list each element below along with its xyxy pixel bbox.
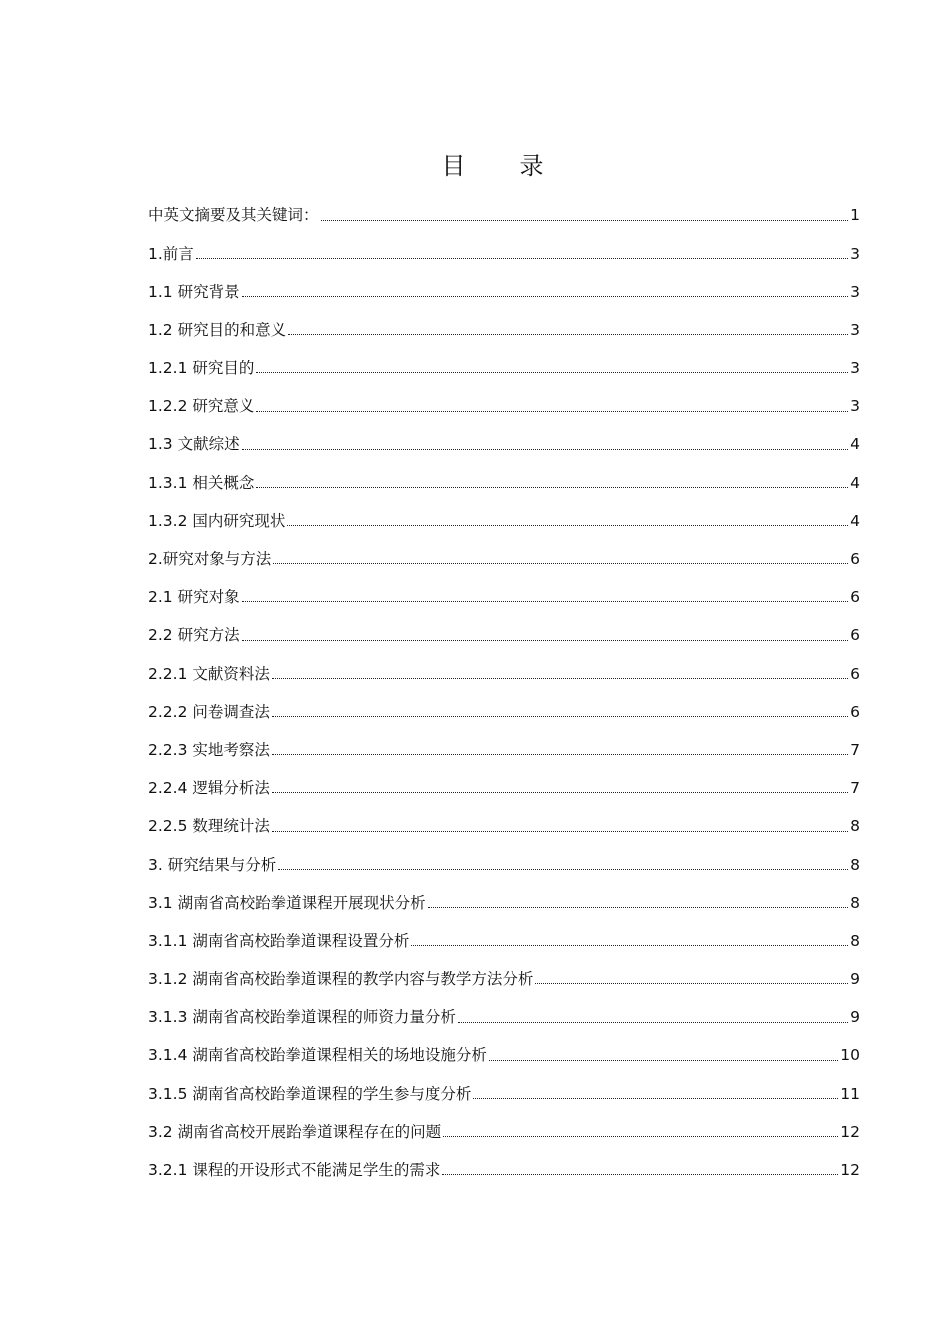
toc-entry-page-number: 10: [840, 1046, 860, 1065]
toc-entry[interactable]: [148, 1114, 860, 1152]
toc-entry[interactable]: [148, 884, 860, 922]
toc-entry[interactable]: [148, 923, 860, 961]
toc-entry-label: 2.2 研究方法: [148, 626, 240, 645]
toc-entry-label: 1.3.1 相关概念: [148, 473, 255, 492]
toc-entry-label: 1.2 研究目的和意义: [148, 320, 287, 339]
dot-leader: [273, 563, 848, 564]
toc-entry[interactable]: [148, 426, 860, 464]
dot-leader: [442, 1174, 838, 1175]
toc-entry-label: 1.2.1 研究目的: [148, 359, 255, 378]
dot-leader: [256, 411, 848, 412]
toc-entry-label: 1.3 文献综述: [148, 435, 240, 454]
toc-entry-page-number: 6: [850, 626, 860, 645]
toc-entry-page-number: 11: [840, 1084, 860, 1103]
toc-entry-label: 3.1.2 湖南省高校跆拳道课程的教学内容与教学方法分析: [148, 970, 534, 989]
toc-entry-page-number: 8: [850, 855, 860, 874]
dot-leader: [242, 640, 849, 641]
toc-entry-page-number: 7: [850, 740, 860, 759]
toc-entry[interactable]: [148, 808, 860, 846]
page-title-char-1: 目: [441, 152, 466, 180]
toc-entry-page-number: 3: [850, 359, 860, 378]
dot-leader: [288, 334, 848, 335]
toc-entry[interactable]: [148, 388, 860, 426]
toc-entry[interactable]: [148, 464, 860, 502]
dot-leader: [443, 1136, 838, 1137]
toc-entry-page-number: 9: [850, 1008, 860, 1027]
toc-entry[interactable]: [148, 197, 860, 235]
toc-entry[interactable]: [148, 617, 860, 655]
dot-leader: [458, 1022, 848, 1023]
toc-entry-page-number: 6: [850, 550, 860, 569]
table-of-contents: [148, 197, 860, 1190]
toc-entry-page-number: 12: [840, 1122, 860, 1141]
toc-entry[interactable]: [148, 732, 860, 770]
dot-leader: [256, 372, 848, 373]
toc-entry-label: 2.2.4 逻辑分析法: [148, 779, 270, 798]
toc-entry-label: 2.2.1 文献资料法: [148, 664, 270, 683]
toc-entry[interactable]: [148, 1037, 860, 1075]
dot-leader: [242, 449, 849, 450]
dot-leader: [321, 220, 849, 221]
dot-leader: [489, 1060, 838, 1061]
dot-leader: [242, 296, 849, 297]
toc-entry-page-number: 8: [850, 893, 860, 912]
toc-entry[interactable]: [148, 1075, 860, 1113]
dot-leader: [272, 716, 848, 717]
dot-leader: [242, 601, 849, 602]
toc-entry-page-number: 8: [850, 931, 860, 950]
toc-entry[interactable]: [148, 999, 860, 1037]
toc-entry[interactable]: [148, 579, 860, 617]
dot-leader: [428, 907, 849, 908]
toc-entry-label: 2.2.2 问卷调查法: [148, 702, 270, 721]
toc-entry-page-number: 4: [850, 473, 860, 492]
toc-entry-page-number: 12: [840, 1161, 860, 1180]
toc-entry-label: 3.2 湖南省高校开展跆拳道课程存在的问题: [148, 1122, 442, 1141]
page-title-char-2: 录: [519, 152, 544, 180]
toc-entry-label: 中英文摘要及其关键词：: [148, 206, 319, 225]
toc-entry-label: 3.1.3 湖南省高校跆拳道课程的师资力量分析: [148, 1008, 456, 1027]
toc-entry[interactable]: [148, 1152, 860, 1190]
toc-entry-label: 2.2.3 实地考察法: [148, 740, 270, 759]
dot-leader: [278, 869, 848, 870]
toc-entry[interactable]: [148, 961, 860, 999]
toc-entry-label: 2.研究对象与方法: [148, 550, 272, 569]
toc-entry[interactable]: [148, 235, 860, 273]
toc-entry-label: 3.1 湖南省高校跆拳道课程开展现状分析: [148, 893, 426, 912]
toc-entry-label: 1.3.2 国内研究现状: [148, 511, 286, 530]
toc-entry[interactable]: [148, 655, 860, 693]
toc-entry-label: 3.2.1 课程的开设形式不能满足学生的需求: [148, 1161, 441, 1180]
toc-entry-label: 1.1 研究背景: [148, 282, 240, 301]
toc-entry-label: 3.1.5 湖南省高校跆拳道课程的学生参与度分析: [148, 1084, 472, 1103]
toc-entry-page-number: 1: [850, 206, 860, 225]
toc-entry[interactable]: [148, 350, 860, 388]
toc-entry-page-number: 4: [850, 435, 860, 454]
dot-leader: [272, 831, 848, 832]
dot-leader: [272, 792, 848, 793]
toc-entry[interactable]: [148, 541, 860, 579]
toc-entry-label: 3.1.4 湖南省高校跆拳道课程相关的场地设施分析: [148, 1046, 487, 1065]
dot-leader: [196, 258, 848, 259]
toc-entry[interactable]: [148, 693, 860, 731]
toc-entry-page-number: 6: [850, 664, 860, 683]
dot-leader: [287, 525, 848, 526]
toc-entry-page-number: 3: [850, 320, 860, 339]
toc-entry-page-number: 4: [850, 511, 860, 530]
toc-entry-page-number: 6: [850, 702, 860, 721]
toc-entry[interactable]: [148, 312, 860, 350]
dot-leader: [272, 678, 848, 679]
toc-entry-label: 1.2.2 研究意义: [148, 397, 255, 416]
toc-entry[interactable]: [148, 273, 860, 311]
toc-entry-label: 2.2.5 数理统计法: [148, 817, 270, 836]
toc-entry[interactable]: [148, 846, 860, 884]
toc-entry-page-number: 3: [850, 244, 860, 263]
dot-leader: [535, 983, 848, 984]
dot-leader: [256, 487, 848, 488]
toc-entry-page-number: 3: [850, 397, 860, 416]
toc-entry-label: 3. 研究结果与分析: [148, 855, 277, 874]
toc-entry[interactable]: [148, 503, 860, 541]
toc-entry-page-number: 6: [850, 588, 860, 607]
toc-entry-label: 2.1 研究对象: [148, 588, 240, 607]
dot-leader: [473, 1098, 838, 1099]
toc-entry-page-number: 7: [850, 779, 860, 798]
page-title: [0, 146, 950, 181]
toc-entry[interactable]: [148, 770, 860, 808]
dot-leader: [411, 945, 848, 946]
toc-entry-page-number: 9: [850, 970, 860, 989]
toc-entry-page-number: 8: [850, 817, 860, 836]
toc-entry-page-number: 3: [850, 282, 860, 301]
dot-leader: [272, 754, 848, 755]
toc-entry-label: 1.前言: [148, 244, 194, 263]
toc-entry-label: 3.1.1 湖南省高校跆拳道课程设置分析: [148, 931, 410, 950]
